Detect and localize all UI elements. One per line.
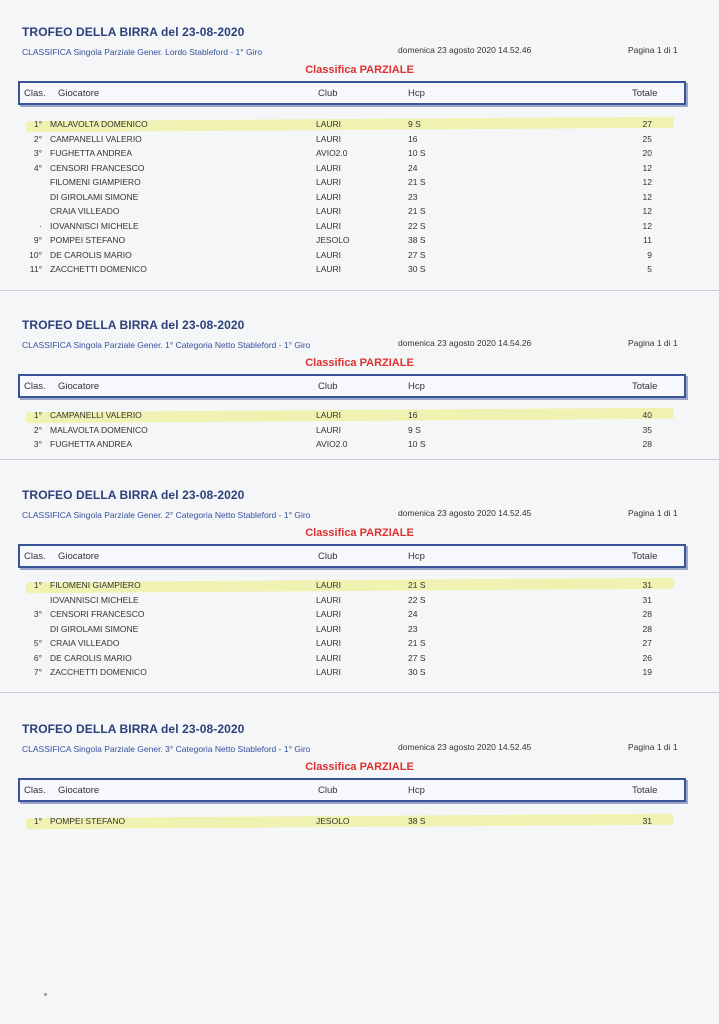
player-name-cell: CRAIA VILLEADO <box>50 638 120 648</box>
hcp-cell: 10 S <box>408 148 426 158</box>
club-cell: JESOLO <box>316 816 350 826</box>
club-cell: AVIO2.0 <box>316 148 348 158</box>
player-name-cell: CENSORI FRANCESCO <box>50 162 145 173</box>
rank-cell: 1° <box>33 410 42 420</box>
total-cell: 28 <box>642 609 652 619</box>
total-cell: 27 <box>642 638 652 648</box>
table-row <box>0 132 719 146</box>
rank-cell: 9° <box>33 235 42 245</box>
rank-cell: · <box>39 220 42 231</box>
table-row <box>0 219 719 233</box>
rank-cell: 3° <box>33 439 42 449</box>
hcp-cell: 9 S <box>408 119 421 129</box>
club-cell: LAURI <box>316 424 342 435</box>
section-divider <box>0 459 719 460</box>
rank-cell: 4° <box>33 162 42 173</box>
col-hcp: Hcp <box>408 551 425 562</box>
col-hcp: Hcp <box>408 88 425 99</box>
page-number: Pagina 1 di 1 <box>628 45 678 55</box>
club-cell: JESOLO <box>316 235 350 245</box>
club-cell: LAURI <box>316 594 342 605</box>
speck <box>44 993 47 996</box>
total-cell: 25 <box>642 133 652 144</box>
report-title: TROFEO DELLA BIRRA del 23-08-2020 <box>22 318 245 332</box>
table-row <box>0 262 719 276</box>
rank-cell: 11° <box>29 264 42 274</box>
col-total: Totale <box>632 551 658 562</box>
club-cell: LAURI <box>316 206 342 216</box>
player-name-cell: IOVANNISCI MICHELE <box>50 594 139 605</box>
report-date: domenica 23 agosto 2020 14.54.26 <box>398 338 532 348</box>
rank-cell: 1° <box>33 580 42 590</box>
col-hcp: Hcp <box>408 785 425 796</box>
table-row <box>0 423 719 437</box>
player-name-cell: FUGHETTA ANDREA <box>50 148 133 158</box>
hcp-cell: 27 S <box>408 249 426 260</box>
ranking-heading: Classifica PARZIALE <box>305 761 414 773</box>
hcp-cell: 23 <box>408 623 418 634</box>
total-cell: 40 <box>642 410 652 420</box>
col-total: Totale <box>632 381 658 392</box>
total-cell: 12 <box>642 191 652 202</box>
total-cell: 12 <box>642 177 652 187</box>
player-name-cell: DI GIROLAMI SIMONE <box>50 191 139 202</box>
player-name-cell: DE CAROLIS MARIO <box>50 652 132 663</box>
player-name-cell: ZACCHETTI DOMENICO <box>50 667 147 677</box>
player-name-cell: POMPEI STEFANO <box>50 816 126 826</box>
report-title: TROFEO DELLA BIRRA del 23-08-2020 <box>22 722 245 736</box>
report-title: TROFEO DELLA BIRRA del 23-08-2020 <box>22 25 245 39</box>
table-row <box>0 204 719 218</box>
rank-cell: 1° <box>33 816 42 826</box>
hcp-cell: 21 S <box>408 580 426 590</box>
total-cell: 5 <box>647 264 652 274</box>
report-subtitle: CLASSIFICA Singola Parziale Gener. 2° Categoria Netto Stableford - 1° Giro <box>22 510 311 520</box>
total-cell: 11 <box>643 235 652 245</box>
section-divider <box>0 290 719 291</box>
player-name-cell: DE CAROLIS MARIO <box>50 249 132 260</box>
total-cell: 12 <box>642 162 652 173</box>
page-number: Pagina 1 di 1 <box>628 338 678 348</box>
col-club: Club <box>318 785 338 796</box>
club-cell: LAURI <box>316 249 342 260</box>
rank-cell: 1° <box>33 119 42 129</box>
club-cell: AVIO2.0 <box>316 439 348 449</box>
col-total: Totale <box>632 88 658 99</box>
table-row <box>0 636 719 650</box>
player-name-cell: MALAVOLTA DOMENICO <box>50 119 148 129</box>
player-name-cell: FILOMENI GIAMPIERO <box>50 580 141 590</box>
hcp-cell: 21 S <box>408 206 426 216</box>
total-cell: 12 <box>642 220 652 231</box>
report-date: domenica 23 agosto 2020 14.52.45 <box>398 508 532 518</box>
club-cell: LAURI <box>316 162 342 173</box>
col-player: Giocatore <box>58 381 100 392</box>
hcp-cell: 22 S <box>408 594 426 605</box>
rank-cell: 3° <box>33 609 42 619</box>
player-name-cell: FUGHETTA ANDREA <box>50 439 133 449</box>
club-cell: LAURI <box>316 410 342 420</box>
total-cell: 9 <box>647 249 652 260</box>
report-subtitle: CLASSIFICA Singola Parziale Gener. Lordo Stableford - 1° Giro <box>22 47 263 57</box>
hcp-cell: 23 <box>408 191 418 202</box>
table-row <box>0 117 719 131</box>
col-club: Club <box>318 551 338 562</box>
hcp-cell: 24 <box>408 609 418 619</box>
col-clas: Clas. <box>24 785 46 796</box>
col-clas: Clas. <box>24 551 46 562</box>
report-subtitle: CLASSIFICA Singola Parziale Gener. 3° Categoria Netto Stableford - 1° Giro <box>22 744 311 754</box>
col-player: Giocatore <box>58 785 100 796</box>
table-row <box>0 233 719 247</box>
col-hcp: Hcp <box>408 381 425 392</box>
hcp-cell: 38 S <box>408 235 426 245</box>
club-cell: LAURI <box>316 667 342 677</box>
hcp-cell: 38 S <box>408 816 426 826</box>
total-cell: 20 <box>642 148 652 158</box>
table-row <box>0 175 719 189</box>
player-name-cell: DI GIROLAMI SIMONE <box>50 623 139 634</box>
table-row <box>0 578 719 592</box>
total-cell: 35 <box>642 424 652 435</box>
club-cell: LAURI <box>316 623 342 634</box>
hcp-cell: 30 S <box>408 667 426 677</box>
table-row <box>0 248 719 262</box>
hcp-cell: 16 <box>408 133 418 144</box>
hcp-cell: 22 S <box>408 220 426 231</box>
table-row <box>0 607 719 621</box>
report-subtitle: CLASSIFICA Singola Parziale Gener. 1° Categoria Netto Stableford - 1° Giro <box>22 340 311 350</box>
col-club: Club <box>318 88 338 99</box>
table-row <box>0 622 719 636</box>
col-clas: Clas. <box>24 381 46 392</box>
club-cell: LAURI <box>316 264 342 274</box>
player-name-cell: CENSORI FRANCESCO <box>50 609 145 619</box>
player-name-cell: CAMPANELLI VALERIO <box>50 133 142 144</box>
total-cell: 31 <box>642 594 652 605</box>
player-name-cell: FILOMENI GIAMPIERO <box>50 177 141 187</box>
col-player: Giocatore <box>58 88 100 99</box>
table-header <box>18 778 686 802</box>
ranking-heading: Classifica PARZIALE <box>305 527 414 539</box>
player-name-cell: CRAIA VILLEADO <box>50 206 120 216</box>
club-cell: LAURI <box>316 133 342 144</box>
table-header <box>18 544 686 568</box>
table-row <box>0 593 719 607</box>
rank-cell: 2° <box>33 424 42 435</box>
club-cell: LAURI <box>316 191 342 202</box>
hcp-cell: 27 S <box>408 652 426 663</box>
page-number: Pagina 1 di 1 <box>628 508 678 518</box>
table-header <box>18 81 686 105</box>
table-header <box>18 374 686 398</box>
report-title: TROFEO DELLA BIRRA del 23-08-2020 <box>22 488 245 502</box>
rank-cell: 7° <box>33 667 42 677</box>
table-row <box>0 651 719 665</box>
player-name-cell: IOVANNISCI MICHELE <box>50 220 139 231</box>
total-cell: 26 <box>642 652 652 663</box>
club-cell: LAURI <box>316 220 342 231</box>
hcp-cell: 16 <box>408 410 418 420</box>
rank-cell: 6° <box>33 652 42 663</box>
hcp-cell: 10 S <box>408 439 426 449</box>
club-cell: LAURI <box>316 609 342 619</box>
total-cell: 31 <box>642 580 652 590</box>
club-cell: LAURI <box>316 638 342 648</box>
rank-cell: 2° <box>33 133 42 144</box>
col-player: Giocatore <box>58 551 100 562</box>
club-cell: LAURI <box>316 119 342 129</box>
table-row <box>0 814 719 828</box>
table-row <box>0 408 719 422</box>
hcp-cell: 21 S <box>408 177 426 187</box>
report-date: domenica 23 agosto 2020 14.52.46 <box>398 45 532 55</box>
club-cell: LAURI <box>316 580 342 590</box>
club-cell: LAURI <box>316 177 342 187</box>
col-club: Club <box>318 381 338 392</box>
player-name-cell: CAMPANELLI VALERIO <box>50 410 142 420</box>
player-name-cell: ZACCHETTI DOMENICO <box>50 264 147 274</box>
col-total: Totale <box>632 785 658 796</box>
hcp-cell: 21 S <box>408 638 426 648</box>
total-cell: 28 <box>642 623 652 634</box>
total-cell: 31 <box>642 816 652 826</box>
total-cell: 12 <box>642 206 652 216</box>
table-row <box>0 190 719 204</box>
club-cell: LAURI <box>316 652 342 663</box>
col-clas: Clas. <box>24 88 46 99</box>
total-cell: 27 <box>642 119 652 129</box>
hcp-cell: 30 S <box>408 264 426 274</box>
table-row <box>0 437 719 451</box>
rank-cell: 3° <box>33 148 42 158</box>
rank-cell: 10° <box>29 249 42 260</box>
table-row <box>0 161 719 175</box>
total-cell: 28 <box>642 439 652 449</box>
player-name-cell: POMPEI STEFANO <box>50 235 126 245</box>
ranking-heading: Classifica PARZIALE <box>305 357 414 369</box>
page-number: Pagina 1 di 1 <box>628 742 678 752</box>
hcp-cell: 24 <box>408 162 418 173</box>
total-cell: 19 <box>642 667 652 677</box>
ranking-heading: Classifica PARZIALE <box>305 64 414 76</box>
report-date: domenica 23 agosto 2020 14.52.45 <box>398 742 532 752</box>
table-row <box>0 146 719 160</box>
rank-cell: 5° <box>33 638 42 648</box>
hcp-cell: 9 S <box>408 424 421 435</box>
section-divider <box>0 692 719 693</box>
table-row <box>0 665 719 679</box>
player-name-cell: MALAVOLTA DOMENICO <box>50 424 148 435</box>
